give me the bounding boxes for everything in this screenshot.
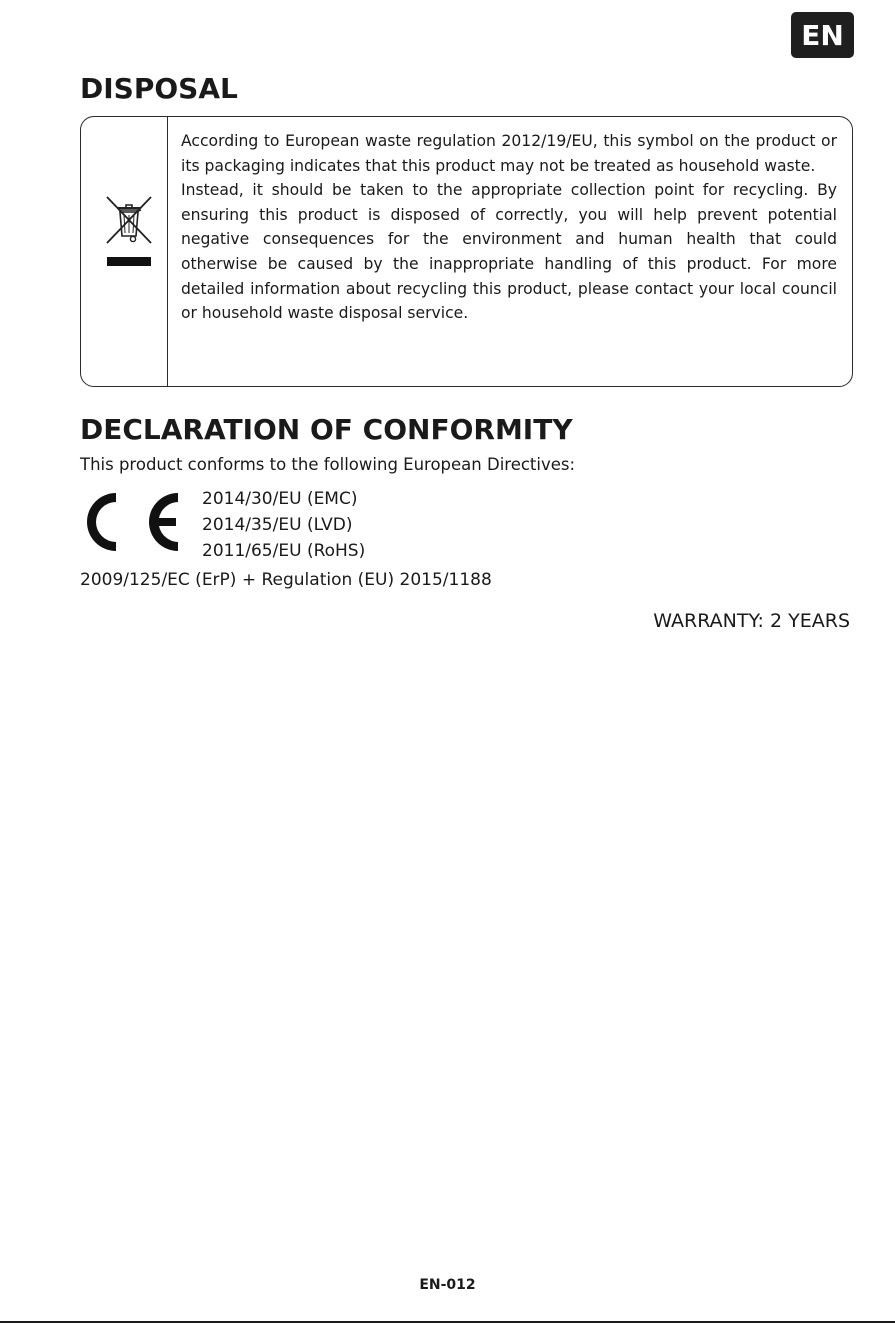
directive-item: 2014/35/EU (LVD) bbox=[202, 515, 353, 535]
warranty-text: WARRANTY: 2 YEARS bbox=[653, 610, 850, 632]
page-number: EN-012 bbox=[419, 1277, 476, 1293]
disposal-divider bbox=[167, 117, 168, 386]
crossed-out-wheelie-bin-icon bbox=[103, 193, 155, 267]
disposal-text bbox=[181, 129, 837, 326]
directive-item: 2011/65/EU (RoHS) bbox=[202, 541, 366, 561]
bottom-rule bbox=[0, 1321, 895, 1323]
disposal-box bbox=[80, 116, 853, 387]
conformity-intro: This product conforms to the following European Directives: bbox=[80, 455, 576, 474]
conformity-title: DECLARATION OF CONFORMITY bbox=[80, 413, 573, 446]
language-tab: EN bbox=[791, 12, 854, 58]
directive-item: 2014/30/EU (EMC) bbox=[202, 489, 358, 509]
additional-regulation: 2009/125/EC (ErP) + Regulation (EU) 2015/1188 bbox=[80, 570, 492, 590]
disposal-paragraph-2: Instead, it should be taken to the appropriate collection point for recycling. By ensuring this product is disposed of correctly, you will help prevent potential negative consequences for the environment and human health that could otherwise be caused by the inappropriate handling of this product. For more detailed information about recycling this product, please contact your local council or household waste disposal service. bbox=[181, 181, 837, 323]
disposal-title: DISPOSAL bbox=[80, 72, 238, 105]
disposal-paragraph-1: According to European waste regulation 2012/19/EU, this symbol on the product or its packaging indicates that this product may not be treated as household waste. bbox=[181, 132, 837, 175]
ce-mark-icon bbox=[80, 487, 180, 557]
directive-list bbox=[202, 486, 365, 564]
